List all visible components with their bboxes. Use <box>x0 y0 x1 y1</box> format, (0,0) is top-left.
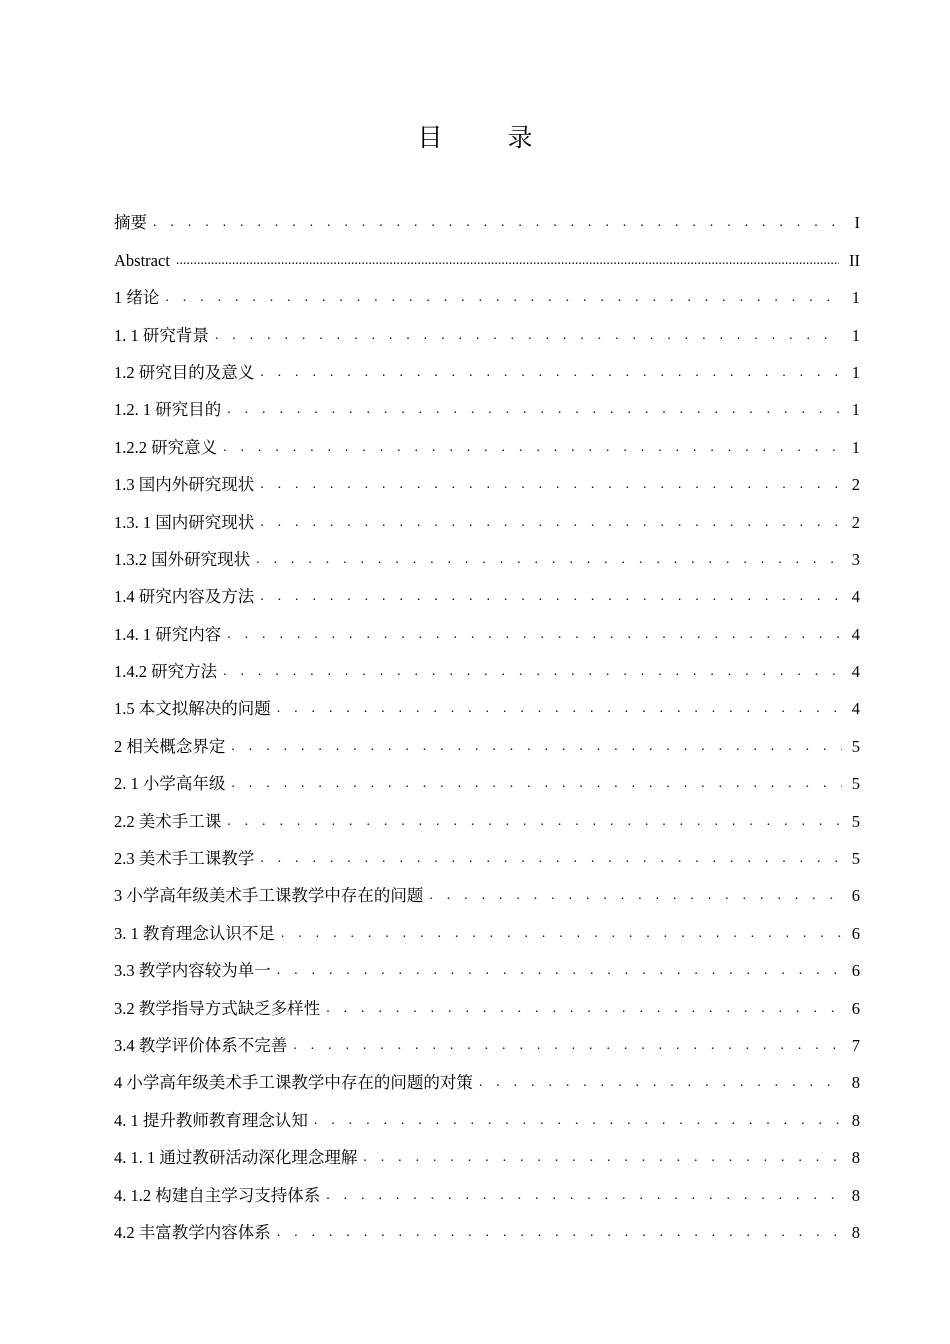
toc-entry[interactable] <box>114 571 860 608</box>
toc-entry-label: 2. 1 小学高年级 <box>114 774 226 794</box>
toc-entry[interactable] <box>114 683 860 720</box>
table-of-contents <box>114 197 860 1244</box>
toc-entry[interactable] <box>114 1207 860 1244</box>
dot-leader <box>277 960 842 982</box>
dot-leader <box>277 698 842 720</box>
dot-leader <box>256 549 842 571</box>
toc-entry-page: 1 <box>851 288 860 308</box>
toc-entry-label: 1.3 国内外研究现状 <box>114 475 255 495</box>
dot-leader <box>260 362 842 384</box>
toc-entry-page: 6 <box>851 961 860 981</box>
toc-entry[interactable] <box>114 1132 860 1169</box>
toc-entry-page: 5 <box>851 811 860 831</box>
toc-entry-label: 1.2 研究目的及意义 <box>114 362 255 382</box>
toc-entry-label: 4. 1. 1 通过教研活动深化理念理解 <box>114 1148 358 1168</box>
toc-entry-page: 4 <box>851 699 860 719</box>
toc-entry-page: 2 <box>851 512 860 532</box>
toc-entry[interactable] <box>114 496 860 533</box>
toc-entry[interactable] <box>114 720 860 757</box>
toc-entry[interactable] <box>114 197 860 234</box>
toc-entry-label: 4. 1.2 构建自主学习支持体系 <box>114 1185 321 1205</box>
dot-leader <box>260 848 842 870</box>
toc-entry-page: 5 <box>851 774 860 794</box>
toc-entry-page: 1 <box>851 400 860 420</box>
toc-entry[interactable] <box>114 1169 860 1206</box>
page-title: 目 录 <box>417 123 553 152</box>
toc-entry-page: 8 <box>851 1185 860 1205</box>
toc-entry[interactable] <box>114 870 860 907</box>
dot-leader <box>176 250 839 272</box>
dot-leader <box>326 998 842 1020</box>
toc-entry-page: 8 <box>851 1222 860 1242</box>
toc-entry[interactable] <box>114 347 860 384</box>
toc-entry[interactable] <box>114 608 860 645</box>
toc-entry[interactable] <box>114 234 860 271</box>
dot-leader <box>293 1035 842 1057</box>
dot-leader <box>314 1110 842 1132</box>
toc-entry-label: 1. 1 研究背景 <box>114 325 209 345</box>
toc-entry-page: 1 <box>851 325 860 345</box>
toc-entry[interactable] <box>114 534 860 571</box>
toc-entry-page: 8 <box>851 1110 860 1130</box>
toc-entry[interactable] <box>114 795 860 832</box>
toc-entry-label: 1.4 研究内容及方法 <box>114 587 255 607</box>
toc-entry-label: 1 绪论 <box>114 288 160 308</box>
dot-leader <box>153 212 845 234</box>
dot-leader <box>231 736 841 758</box>
toc-entry[interactable] <box>114 459 860 496</box>
dot-leader <box>479 1072 842 1094</box>
dot-leader <box>326 1185 842 1207</box>
toc-entry-page: 8 <box>851 1073 860 1093</box>
toc-entry-label: 1.4.2 研究方法 <box>114 662 218 682</box>
toc-entry-label: 4.2 丰富教学内容体系 <box>114 1222 271 1242</box>
toc-entry[interactable] <box>114 646 860 683</box>
toc-entry-label: 1.3. 1 国内研究现状 <box>114 512 255 532</box>
toc-entry[interactable] <box>114 1020 860 1057</box>
toc-entry-label: 4. 1 提升教师教育理念认知 <box>114 1110 308 1130</box>
toc-entry[interactable] <box>114 1094 860 1131</box>
toc-entry-page: 2 <box>851 475 860 495</box>
dot-leader <box>429 885 841 907</box>
dot-leader <box>281 923 842 945</box>
dot-leader <box>363 1147 841 1169</box>
toc-entry-label: 2.3 美术手工课教学 <box>114 849 255 869</box>
dot-leader <box>227 399 842 421</box>
toc-entry-page: 6 <box>851 998 860 1018</box>
toc-entry-page: 1 <box>851 362 860 382</box>
toc-entry-page: 3 <box>851 549 860 569</box>
toc-entry[interactable] <box>114 833 860 870</box>
toc-entry-label: 1.5 本文拟解决的问题 <box>114 699 271 719</box>
toc-entry-label: 2.2 美术手工课 <box>114 811 222 831</box>
toc-entry-page: 4 <box>851 662 860 682</box>
toc-entry-label: 1.3.2 国外研究现状 <box>114 549 251 569</box>
toc-entry[interactable] <box>114 421 860 458</box>
toc-entry-page: 5 <box>851 736 860 756</box>
toc-entry-label: 摘要 <box>114 213 147 233</box>
toc-entry-label: Abstract <box>114 250 170 270</box>
toc-entry-label: 3. 1 教育理念认识不足 <box>114 923 275 943</box>
toc-entry-page: I <box>854 213 860 233</box>
toc-entry-label: 1.4. 1 研究内容 <box>114 624 222 644</box>
toc-entry-page: 5 <box>851 849 860 869</box>
toc-entry-page: 7 <box>851 1035 860 1055</box>
toc-entry-page: II <box>849 250 860 270</box>
toc-entry[interactable] <box>114 384 860 421</box>
dot-leader <box>227 624 842 646</box>
dot-leader <box>260 586 842 608</box>
dot-leader <box>231 773 841 795</box>
toc-entry-page: 4 <box>851 624 860 644</box>
toc-entry-label: 3.3 教学内容较为单一 <box>114 961 271 981</box>
toc-entry-page: 1 <box>851 437 860 457</box>
toc-entry[interactable] <box>114 758 860 795</box>
dot-leader <box>227 811 842 833</box>
toc-entry-label: 3.2 教学指导方式缺乏多样性 <box>114 998 321 1018</box>
toc-entry-label: 4 小学高年级美术手工课教学中存在的问题的对策 <box>114 1073 473 1093</box>
toc-entry-label: 3.4 教学评价体系不完善 <box>114 1035 288 1055</box>
dot-leader <box>165 287 841 309</box>
toc-entry-page: 8 <box>851 1148 860 1168</box>
dot-leader <box>260 474 842 496</box>
toc-entry-page: 6 <box>851 923 860 943</box>
dot-leader <box>277 1222 842 1244</box>
dot-leader <box>260 512 842 534</box>
toc-entry-label: 1.2.2 研究意义 <box>114 437 218 457</box>
dot-leader <box>215 325 842 347</box>
toc-entry-page: 6 <box>851 886 860 906</box>
toc-entry[interactable] <box>114 982 860 1019</box>
toc-entry-page: 4 <box>851 587 860 607</box>
dot-leader <box>223 661 842 683</box>
toc-entry-label: 1.2. 1 研究目的 <box>114 400 222 420</box>
toc-entry[interactable] <box>114 1057 860 1094</box>
toc-entry[interactable] <box>114 309 860 346</box>
toc-entry-label: 3 小学高年级美术手工课教学中存在的问题 <box>114 886 424 906</box>
toc-entry[interactable] <box>114 272 860 309</box>
toc-entry[interactable] <box>114 945 860 982</box>
toc-entry[interactable] <box>114 907 860 944</box>
toc-entry-label: 2 相关概念界定 <box>114 736 226 756</box>
dot-leader <box>223 437 842 459</box>
